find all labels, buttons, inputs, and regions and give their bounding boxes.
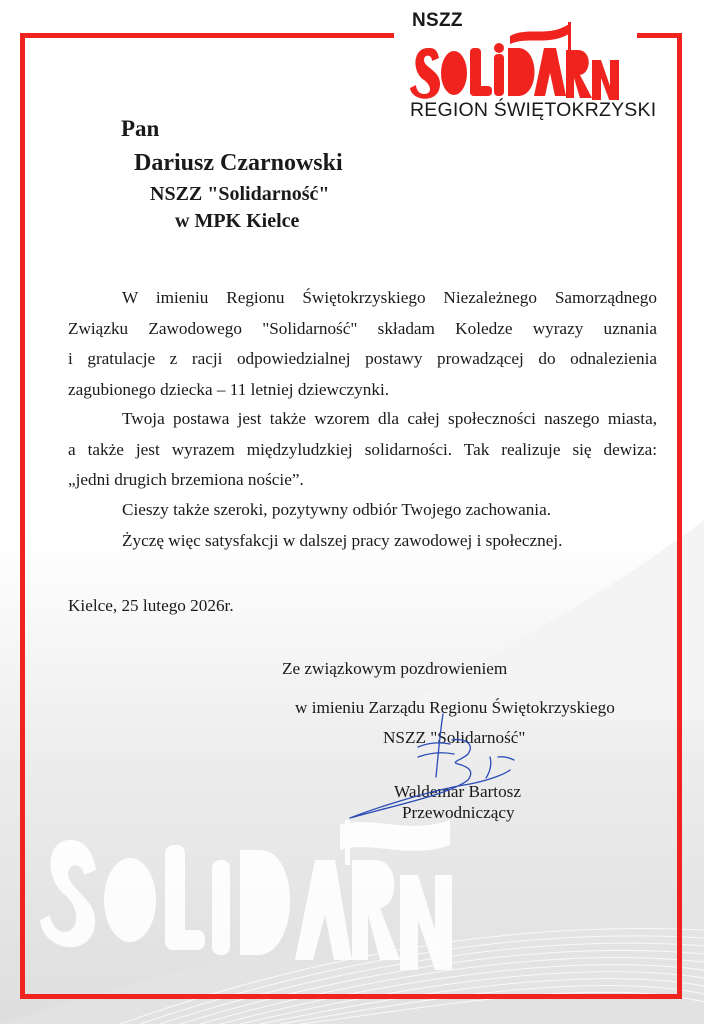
letter-paragraph-1 bbox=[68, 283, 657, 405]
frame-top-right bbox=[637, 33, 682, 38]
frame-bottom bbox=[20, 994, 682, 999]
paragraph-line: Cieszy także szeroki, pozytywny odbiór Twojego zachowania. bbox=[122, 500, 551, 519]
solidarnosc-watermark bbox=[40, 820, 480, 990]
recipient-organization: NSZZ "Solidarność" bbox=[150, 183, 330, 205]
paragraph-line: a także jest wyrazem międzyludzkiej solidarności. Tak realizuje się dewiza: bbox=[68, 439, 657, 459]
logo-nszz: NSZZ bbox=[412, 10, 463, 31]
paragraph-line: zagubionego dziecka – 11 letniej dziewczynki. bbox=[68, 379, 390, 399]
logo-region-name: REGION ŚWIĘTOKRZYSKI bbox=[410, 99, 657, 121]
frame-left bbox=[20, 33, 25, 999]
closing-on-behalf: w imieniu Zarządu Regionu Świętokrzyskiego bbox=[295, 698, 615, 717]
paragraph-line: Związku Zawodowego "Solidarność" składam Koledze wyrazy uznania bbox=[68, 318, 657, 338]
paragraph-line: Życzę więc satysfakcji w dalszej pracy zawodowej i społecznej. bbox=[122, 531, 563, 550]
closing-greeting: Ze związkowym pozdrowieniem bbox=[282, 659, 508, 678]
recipient-unit: w MPK Kielce bbox=[175, 210, 300, 232]
frame-right bbox=[677, 33, 682, 999]
paragraph-line: Twoja postawa jest także wzorem dla całej społeczności naszego miasta, bbox=[122, 409, 657, 428]
letter-paragraph-4 bbox=[68, 526, 657, 557]
frame-top-left bbox=[20, 33, 394, 38]
recipient-name: Dariusz Czarnowski bbox=[134, 150, 343, 176]
solidarnosc-logo-icon bbox=[408, 18, 628, 100]
signatory-name: Waldemar Bartosz bbox=[394, 782, 521, 801]
paragraph-line: W imieniu Regionu Świętokrzyskiego Niezależnego Samorządnego bbox=[122, 288, 657, 307]
place-date: Kielce, 25 lutego 2026r. bbox=[68, 596, 234, 615]
paragraph-line: i gratulacje z racji odpowiedzialnej postawy prowadzącej do odnalezienia bbox=[68, 349, 657, 368]
closing-organization: NSZZ "Solidarność" bbox=[383, 728, 526, 747]
signatory-title: Przewodniczący bbox=[402, 803, 515, 822]
letter-paragraph-3 bbox=[68, 495, 657, 526]
handwritten-signature bbox=[340, 712, 520, 827]
recipient-salutation: Pan bbox=[121, 116, 160, 141]
letter-paragraph-2 bbox=[68, 404, 657, 496]
paragraph-line: „jedni drugich brzemiona noście”. bbox=[68, 470, 304, 489]
